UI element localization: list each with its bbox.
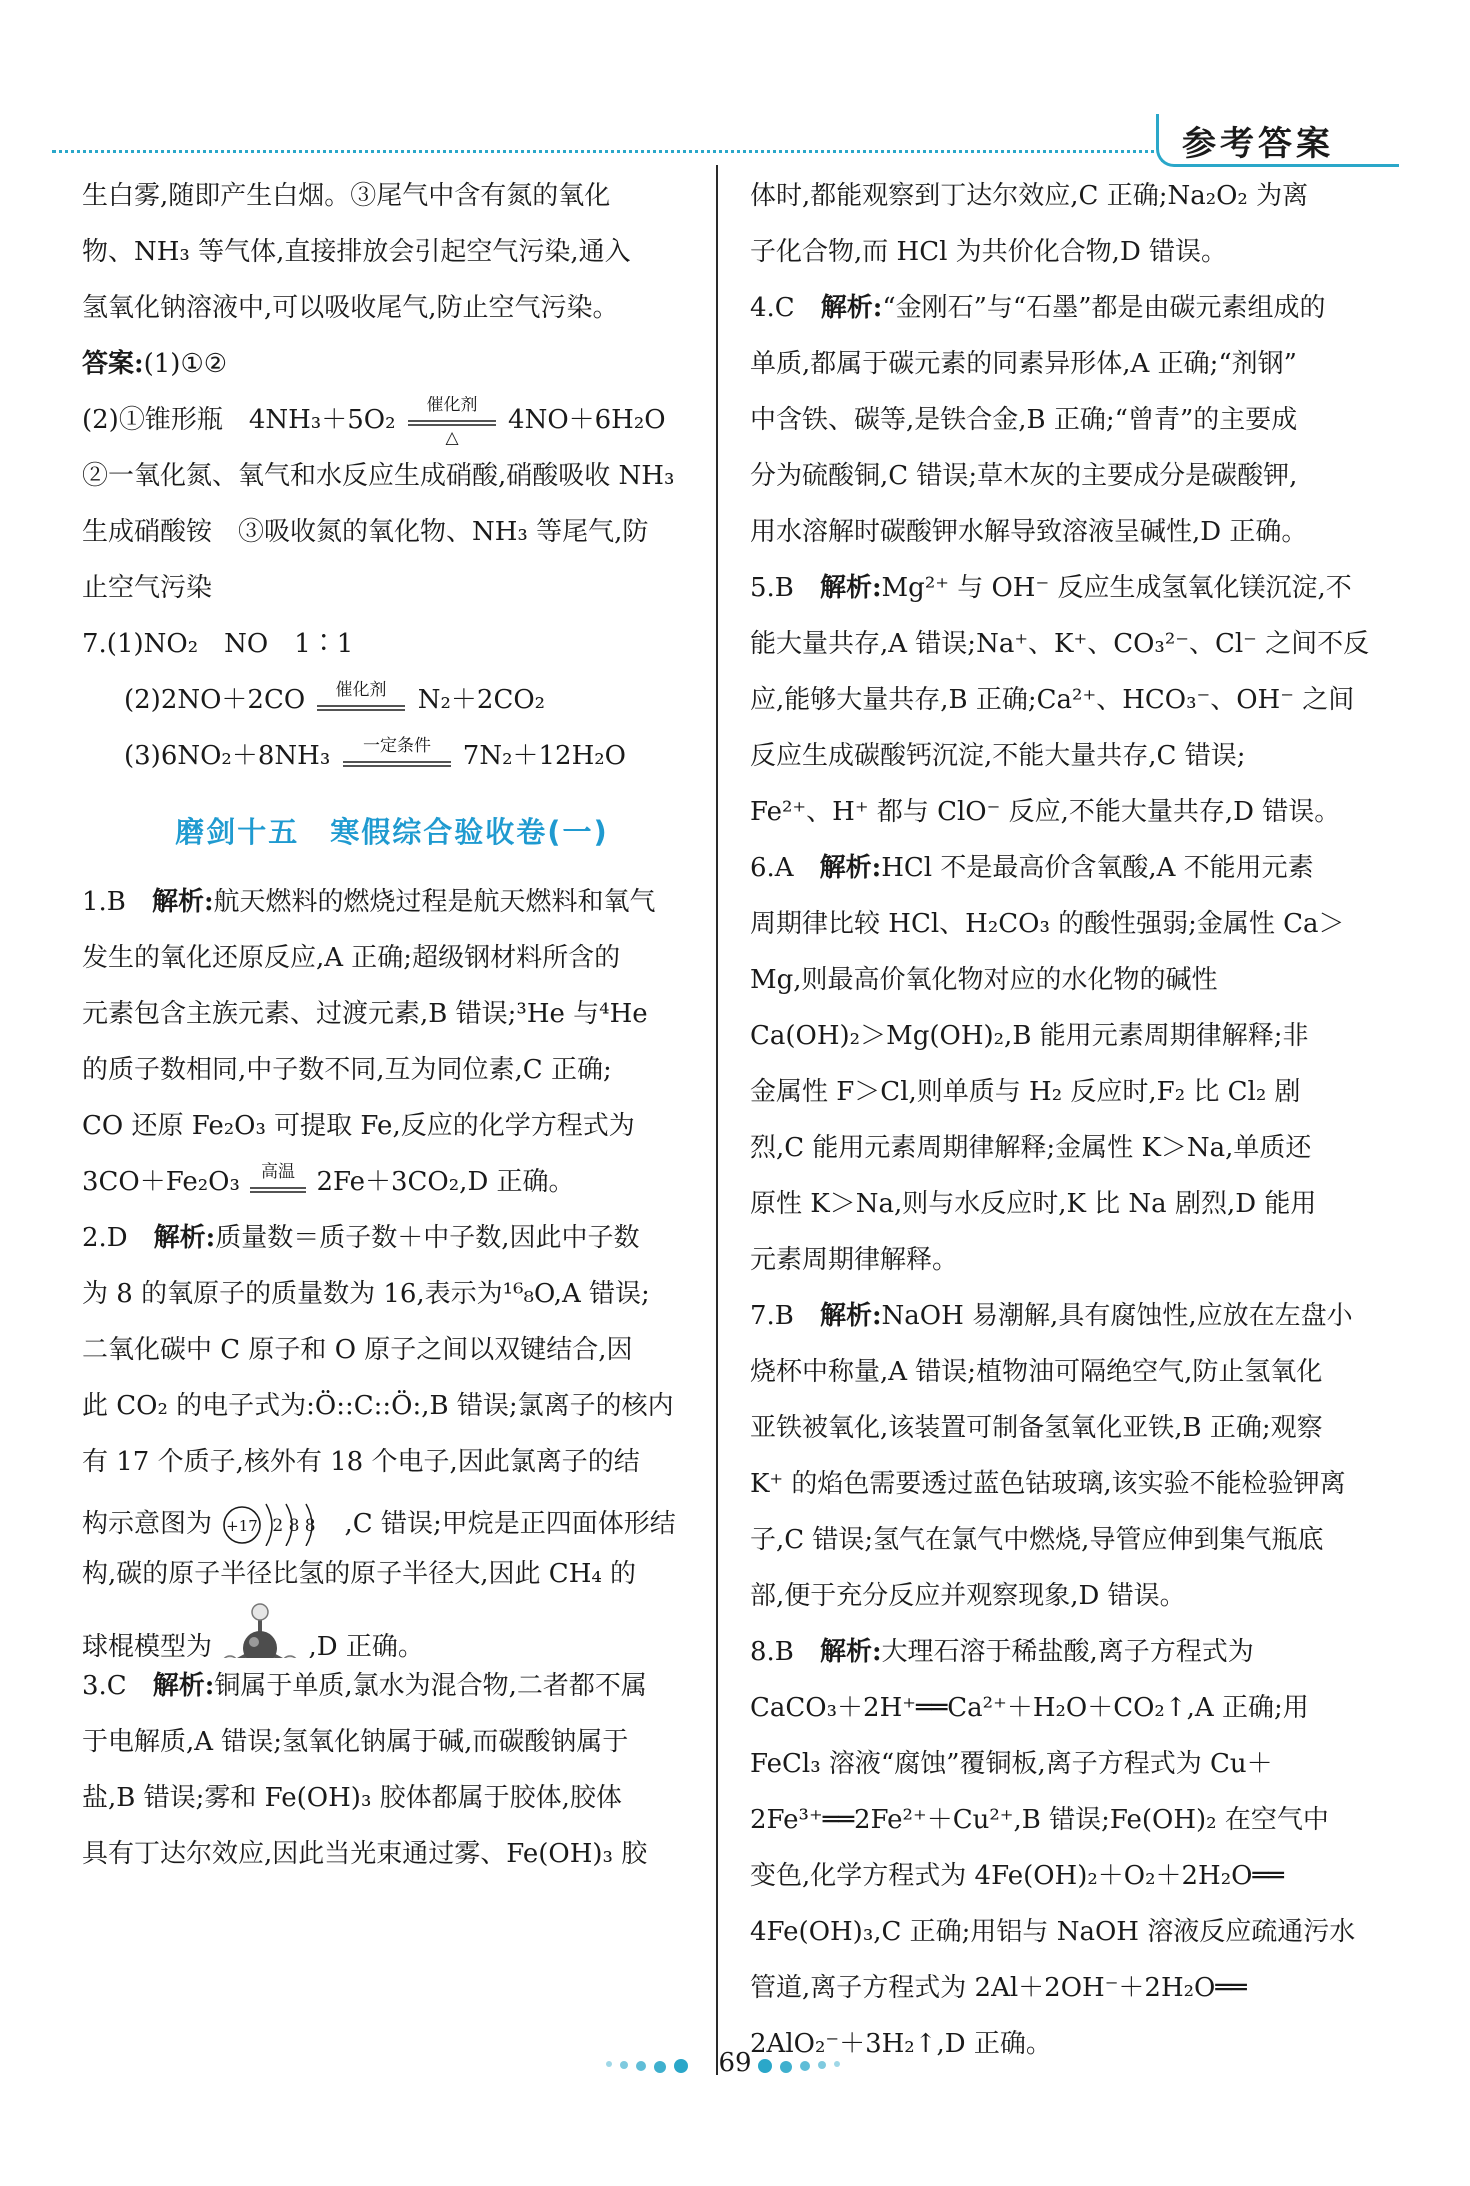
- reaction-condition: 催化剂: [426, 396, 478, 415]
- reaction-arrow: [339, 735, 455, 779]
- question-7: [750, 1288, 1380, 1344]
- text-line: 子,C 错误;氢气在氯气中燃烧,导管应伸到集气瓶底: [750, 1525, 1324, 1555]
- question-text: 铜属于单质,氯水为混合物,二者都不属: [214, 1671, 647, 1701]
- text-line: 用水溶解时碳酸钾水解导致溶液呈碱性,D 正确。: [750, 517, 1308, 547]
- answer-label: 答案:: [82, 349, 144, 379]
- page-number: 69: [718, 2048, 752, 2078]
- answer-line: [82, 336, 702, 392]
- q7-part3: [82, 728, 702, 784]
- text-line: 原性 K＞Na,则与水反应时,K 比 Na 剧烈,D 能用: [750, 1189, 1317, 1219]
- text-span: 球棍模型为: [82, 1632, 213, 1658]
- analysis-label: 解析:: [152, 1671, 215, 1701]
- reaction-heat: △: [445, 428, 459, 446]
- question-text: Mg²⁺ 与 OH⁻ 反应生成氢氧化镁沉淀,不: [881, 573, 1352, 603]
- text-line: 物、NH₃ 等气体,直接排放会引起空气污染,通入: [82, 237, 631, 267]
- question-5: [750, 560, 1380, 616]
- text-line: 部,便于充分反应并观察现象,D 错误。: [750, 1581, 1186, 1611]
- reaction-condition: 一定条件: [362, 736, 431, 756]
- text-line: 2Fe³⁺══2Fe²⁺＋Cu²⁺,B 错误;Fe(OH)₂ 在空气中: [750, 1805, 1329, 1835]
- equation-left: (2)①锥形瓶 4NH₃＋5O₂: [82, 405, 396, 435]
- footer-dot: [800, 2061, 810, 2071]
- structure-line: [82, 1490, 702, 1546]
- text-line: 止空气污染: [82, 573, 213, 603]
- equation-right: 7N₂＋12H₂O: [462, 741, 626, 771]
- text-line: 反应生成碳酸钙沉淀,不能大量共存,C 错误;: [750, 741, 1246, 771]
- text-line: 亚铁被氧化,该装置可制备氢氧化亚铁,B 正确;观察: [750, 1413, 1323, 1443]
- text-line: CO 还原 Fe₂O₃ 可提取 Fe,反应的化学方程式为: [82, 1111, 635, 1141]
- analysis-label: 解析:: [819, 1301, 882, 1331]
- question-number: 6.A: [750, 853, 794, 883]
- text-line: 构,碳的原子半径比氢的原子半径大,因此 CH₄ 的: [82, 1559, 637, 1589]
- question-number: 7.B: [750, 1301, 794, 1331]
- header-dotted-rule: [52, 150, 1162, 153]
- text-line: 二氧化碳中 C 原子和 O 原子之间以双键结合,因: [82, 1335, 633, 1365]
- equation-line: [82, 1154, 702, 1210]
- text-line: 烧杯中称量,A 错误;植物油可隔绝空气,防止氢氧化: [750, 1357, 1323, 1387]
- question-number: 1.B: [82, 887, 126, 917]
- footer-dot: [606, 2061, 612, 2067]
- q7-part1: 7.(1)NO₂ NO 1∶1: [82, 629, 354, 659]
- text-line: 2AlO₂⁻＋3H₂↑,D 正确。: [750, 2029, 1052, 2059]
- equation-left: 3CO＋Fe₂O₃: [82, 1167, 240, 1197]
- question-number: 8.B: [750, 1637, 794, 1667]
- question-text: “金刚石”与“石墨”都是由碳元素组成的: [882, 293, 1326, 323]
- equation-right: 4NO＋6H₂O: [508, 405, 666, 435]
- text-line: 有 17 个质子,核外有 18 个电子,因此氯离子的结: [82, 1447, 640, 1477]
- text-line: ②一氧化氮、氧气和水反应生成硝酸,硝酸吸收 NH₃: [82, 461, 675, 491]
- text-line: 为 8 的氧原子的质量数为 16,表示为¹⁶₈O,A 错误;: [82, 1279, 650, 1309]
- methane-ball-stick-model-image: [220, 1602, 300, 1658]
- left-column: [82, 168, 702, 1882]
- footer-dot: [758, 2059, 772, 2073]
- text-line: 体时,都能观察到丁达尔效应,C 正确;Na₂O₂ 为离: [750, 181, 1309, 211]
- text-line: 元素周期律解释。: [750, 1245, 959, 1275]
- footer-dot: [780, 2061, 792, 2073]
- text-line: Fe²⁺、H⁺ 都与 ClO⁻ 反应,不能大量共存,D 错误。: [750, 797, 1341, 827]
- question-number: 2.D: [82, 1223, 128, 1253]
- text-line: 生成硝酸铵 ③吸收氮的氧化物、NH₃ 等尾气,防: [82, 517, 649, 547]
- question-text: NaOH 易潮解,具有腐蚀性,应放在左盘小: [881, 1301, 1353, 1331]
- model-line: [82, 1602, 702, 1658]
- text-line: 的质子数相同,中子数不同,互为同位素,C 正确;: [82, 1055, 612, 1085]
- reaction-arrow: [248, 1161, 308, 1205]
- question-number: 5.B: [750, 573, 794, 603]
- chloride-ion-structure-diagram: [220, 1490, 336, 1546]
- question-6: [750, 840, 1380, 896]
- text-line: Mg,则最高价氧化物对应的水化物的碱性: [750, 965, 1218, 995]
- column-divider: [716, 165, 718, 2075]
- footer-dot: [674, 2059, 688, 2073]
- text-line: K⁺ 的焰色需要透过蓝色钴玻璃,该实验不能检验钾离: [750, 1469, 1346, 1499]
- text-line: 变色,化学方程式为 4Fe(OH)₂＋O₂＋2H₂O══: [750, 1861, 1284, 1891]
- equation-left: (2)2NO＋2CO: [124, 685, 306, 715]
- footer-dot: [834, 2061, 840, 2067]
- text-line: 分为硫酸铜,C 错误;草木灰的主要成分是碳酸钾,: [750, 461, 1298, 491]
- text-line: 中含铁、碳等,是铁合金,B 正确;“曾青”的主要成: [750, 405, 1298, 435]
- text-line: 应,能够大量共存,B 正确;Ca²⁺、HCO₃⁻、OH⁻ 之间: [750, 685, 1355, 715]
- text-line: 管道,离子方程式为 2Al＋2OH⁻＋2H₂O══: [750, 1973, 1247, 2003]
- text-line: 4Fe(OH)₃,C 正确;用铝与 NaOH 溶液反应疏通污水: [750, 1917, 1356, 1947]
- question-2: [82, 1210, 702, 1266]
- question-number: 3.C: [82, 1671, 127, 1701]
- text-line: 单质,都属于碳元素的同素异形体,A 正确;“剂钢”: [750, 349, 1297, 379]
- question-number: 4.C: [750, 293, 795, 323]
- answer-1: (1)①②: [143, 349, 228, 379]
- footer-dot: [620, 2061, 628, 2069]
- footer-dot: [636, 2061, 646, 2071]
- answer-2-line: [82, 392, 702, 448]
- reaction-arrow: [404, 396, 500, 446]
- analysis-label: 解析:: [819, 1637, 882, 1667]
- text-line: 此 CO₂ 的电子式为:Ö::C::Ö:,B 错误;氯离子的核内: [82, 1391, 674, 1421]
- text-line: 烈,C 能用元素周期律解释;金属性 K＞Na,单质还: [750, 1133, 1312, 1163]
- nucleus-label: +17: [226, 1517, 259, 1535]
- question-3: [82, 1658, 702, 1714]
- text-line: Ca(OH)₂＞Mg(OH)₂,B 能用元素周期律解释;非: [750, 1021, 1309, 1051]
- header-title: 参考答案: [1182, 124, 1334, 164]
- question-text: HCl 不是最高价含氧酸,A 不能用元素: [881, 853, 1314, 883]
- shell-electrons-label: 2 8 8: [272, 1516, 316, 1536]
- equation-right: 2Fe＋3CO₂,D 正确。: [316, 1167, 575, 1197]
- question-text: 质量数＝质子数＋中子数,因此中子数: [215, 1223, 640, 1253]
- analysis-label: 解析:: [820, 293, 883, 323]
- analysis-label: 解析:: [819, 853, 882, 883]
- text-line: 发生的氧化还原反应,A 正确;超级钢材料所含的: [82, 943, 621, 973]
- reaction-arrow: [313, 679, 409, 723]
- analysis-label: 解析:: [151, 887, 214, 917]
- question-text: 大理石溶于稀盐酸,离子方程式为: [881, 1637, 1254, 1667]
- right-column: [750, 168, 1380, 2072]
- q7-part2: [82, 672, 702, 728]
- analysis-label: 解析:: [153, 1223, 216, 1253]
- question-8: [750, 1624, 1380, 1680]
- page-header: [0, 0, 1470, 164]
- text-line: CaCO₃＋2H⁺══Ca²⁺＋H₂O＋CO₂↑,A 正确;用: [750, 1693, 1309, 1723]
- reaction-condition: 催化剂: [335, 680, 387, 700]
- text-line: 元素包含主族元素、过渡元素,B 错误;³He 与⁴He: [82, 999, 648, 1029]
- text-line: 子化合物,而 HCl 为共价化合物,D 错误。: [750, 237, 1228, 267]
- text-line: 周期律比较 HCl、H₂CO₃ 的酸性强弱;金属性 Ca＞: [750, 909, 1345, 939]
- footer-dot: [818, 2061, 826, 2069]
- equation-left: (3)6NO₂＋8NH₃: [124, 741, 331, 771]
- footer-dot: [654, 2061, 666, 2073]
- text-line: 于电解质,A 错误;氢氧化钠属于碱,而碳酸钠属于: [82, 1727, 629, 1757]
- text-line: 生白雾,随即产生白烟。③尾气中含有氮的氧化: [82, 181, 611, 211]
- reaction-condition: 高温: [261, 1162, 296, 1182]
- question-4: [750, 280, 1380, 336]
- text-line: 盐,B 错误;雾和 Fe(OH)₃ 胶体都属于胶体,胶体: [82, 1783, 622, 1813]
- text-line: FeCl₃ 溶液“腐蚀”覆铜板,离子方程式为 Cu＋: [750, 1749, 1273, 1779]
- text-line: 金属性 F＞Cl,则单质与 H₂ 反应时,F₂ 比 Cl₂ 剧: [750, 1077, 1301, 1107]
- text-line: 具有丁达尔效应,因此当光束通过雾、Fe(OH)₃ 胶: [82, 1839, 648, 1869]
- text-span: ,D 正确。: [308, 1632, 424, 1658]
- text-line: 氢氧化钠溶液中,可以吸收尾气,防止空气污染。: [82, 293, 619, 323]
- question-1: [82, 874, 702, 930]
- text-span: ,C 错误;甲烷是正四面体形结: [344, 1509, 676, 1539]
- equation-right: N₂＋2CO₂: [417, 685, 546, 715]
- text-line: 能大量共存,A 错误;Na⁺、K⁺、CO₃²⁻、Cl⁻ 之间不反: [750, 629, 1370, 659]
- question-text: 航天燃料的燃烧过程是航天燃料和氧气: [213, 887, 656, 917]
- text-span: 构示意图为: [82, 1509, 213, 1539]
- section-title: 磨剑十五 寒假综合验收卷(一): [175, 815, 609, 849]
- analysis-label: 解析:: [819, 573, 882, 603]
